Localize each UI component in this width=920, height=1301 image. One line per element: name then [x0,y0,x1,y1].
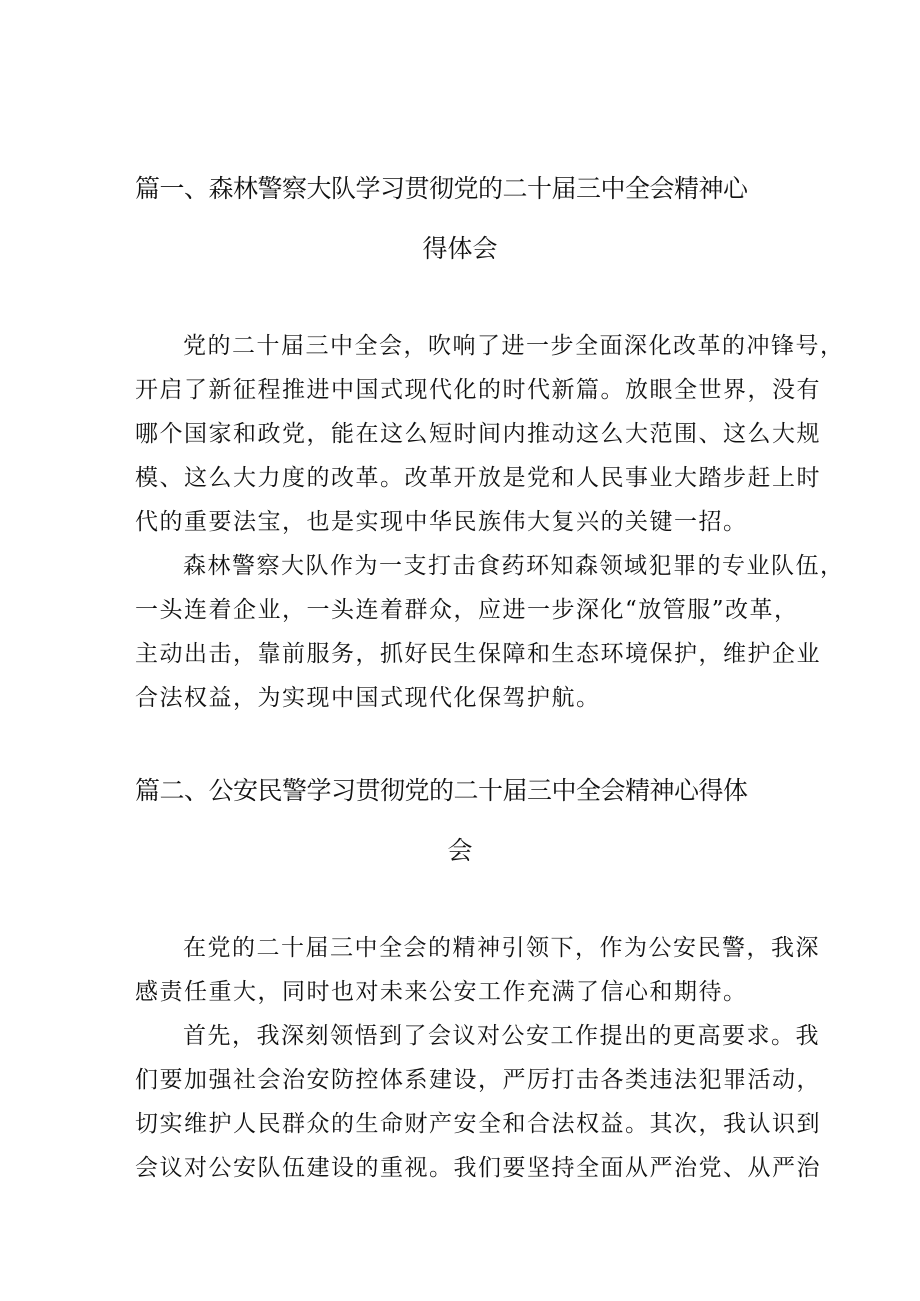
paragraph-line: 开启了新征程推进中国式现代化的时代新篇。放眼全世界，没有 [135,377,821,403]
section-2-paragraph-2 [135,1014,821,1190]
section-1-heading-continuation: 得体会 [422,234,498,263]
paragraph-line: 模、这么大力度的改革。改革开放是党和人民事业大踏步赶上时 [135,465,821,491]
paragraph-line: 哪个国家和政党，能在这么短时间内推动这么大范围、这么大规 [135,421,821,447]
paragraph-line: 首先，我深刻领悟到了会议对公安工作提出的更高要求。我 [183,1023,820,1049]
paragraph-line: 感责任重大，同时也对未来公安工作充满了信心和期待。 [135,979,748,1005]
paragraph-line: 在党的二十届三中全会的精神引领下，作为公安民警，我深 [183,935,820,961]
paragraph-line: 们要加强社会治安防控体系建设，严厉打击各类违法犯罪活动， [135,1067,821,1093]
paragraph-line: 代的重要法宝，也是实现中华民族伟大复兴的关键一招。 [135,509,748,535]
section-2-heading-continuation: 会 [447,836,473,865]
paragraph-line: 一头连着企业，一头连着群众，应进一步深化“放管服”改革， [135,597,799,623]
section-1-paragraph-2 [135,544,845,720]
paragraph-line: 森林警察大队作为一支打击食药环知森领域犯罪的专业队伍， [183,553,845,579]
paragraph-line: 党的二十届三中全会，吹响了进一步全面深化改革的冲锋号， [183,333,845,359]
paragraph-line: 合法权益，为实现中国式现代化保驾护航。 [135,685,601,711]
paragraph-line: 切实维护人民群众的生命财产安全和合法权益。其次，我认识到 [135,1111,821,1137]
section-2-paragraph-1 [135,926,820,1014]
section-2-heading: 篇二、公安民警学习贯彻党的二十届三中全会精神心得体 [135,776,748,805]
section-1-paragraph-1 [135,324,845,544]
paragraph-line: 会议对公安队伍建设的重视。我们要坚持全面从严治党、从严治 [135,1155,821,1181]
paragraph-line: 主动出击，靠前服务，抓好民生保障和生态环境保护，维护企业 [135,641,821,667]
section-1-heading: 篇一、森林警察大队学习贯彻党的二十届三中全会精神心 [135,174,748,203]
